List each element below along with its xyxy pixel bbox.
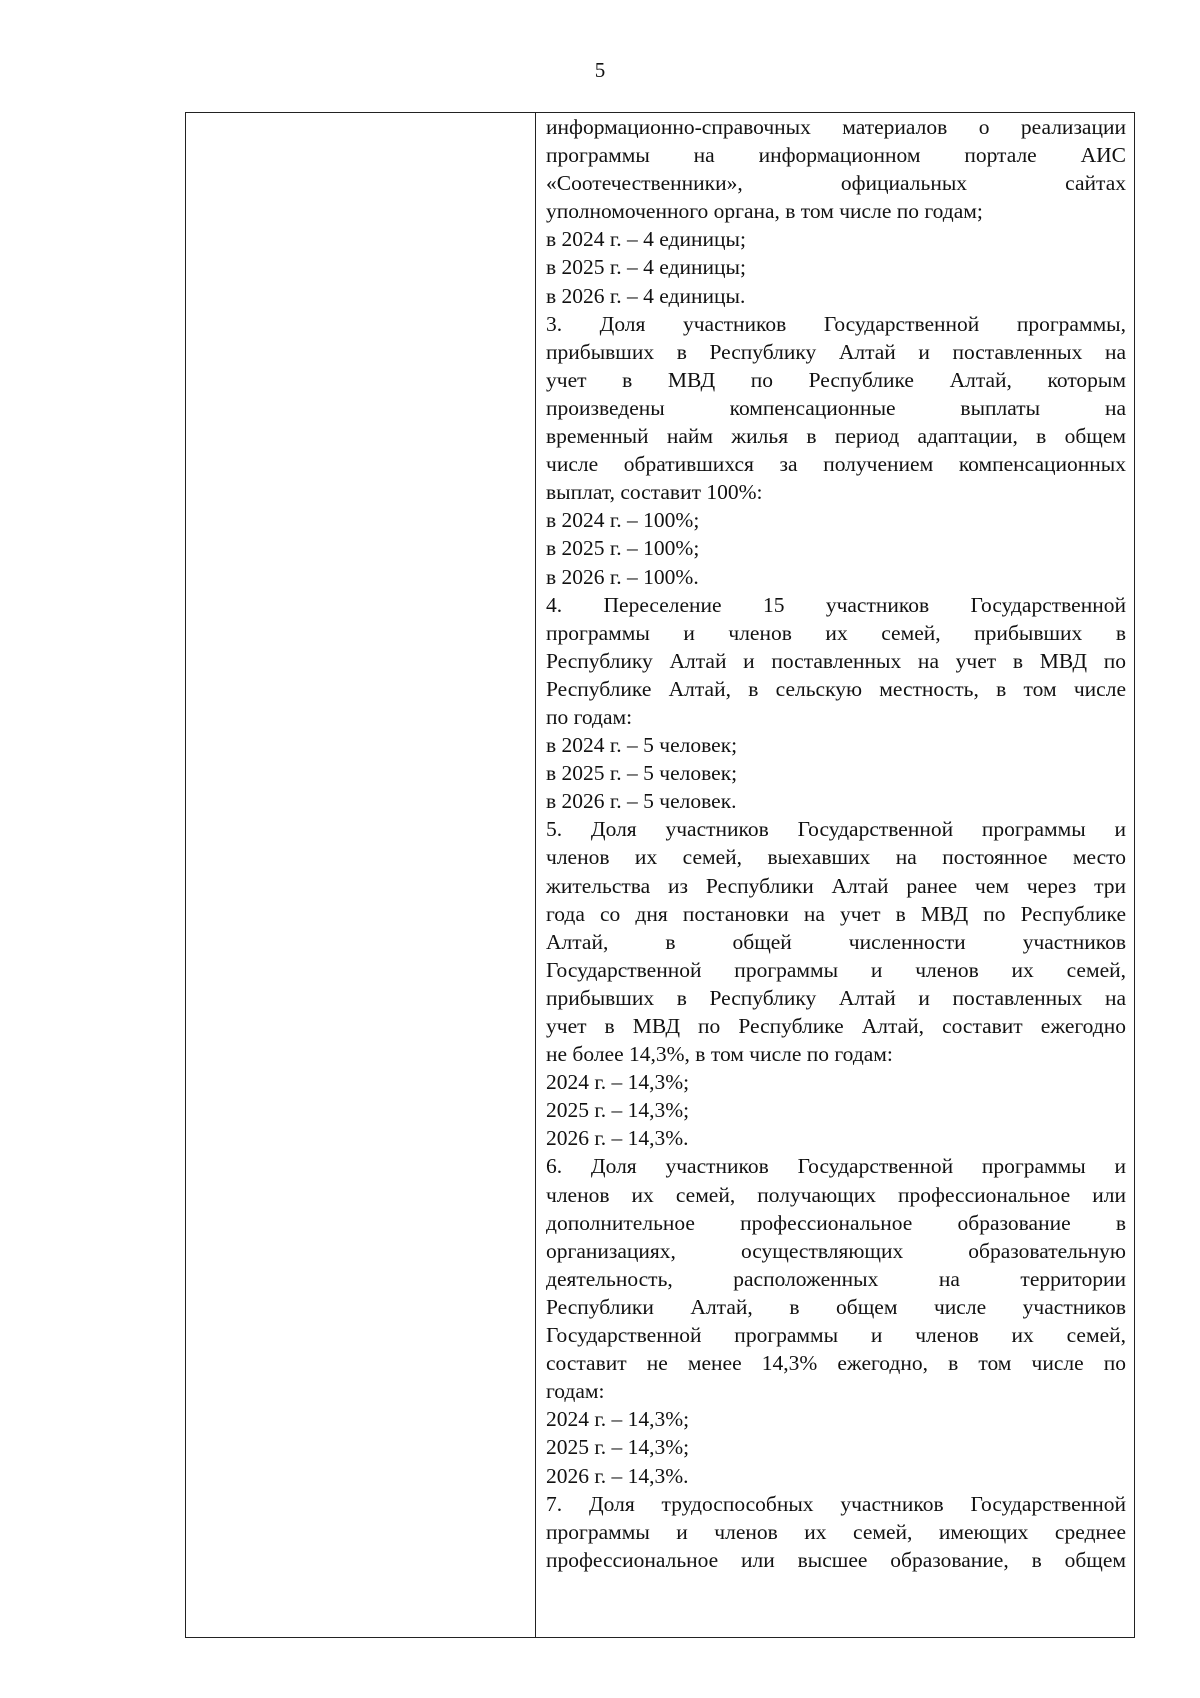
text-line: программы и членов их семей, имеющих среднее — [546, 1519, 1126, 1544]
text-line: в 2024 г. – 5 человек; — [546, 733, 738, 758]
text-line: произведены компенсационные выплаты на — [546, 395, 1126, 420]
text-line: членов их семей, получающих профессиональное или — [546, 1182, 1126, 1207]
text-line: не более 14,3%, в том числе по годам: — [546, 1042, 893, 1067]
text-line: 7. Доля трудоспособных участников Государственной — [546, 1491, 1126, 1516]
text-line: 3. Доля участников Государственной программы, — [546, 311, 1126, 336]
text-line: прибывших в Республику Алтай и поставленных на — [546, 985, 1126, 1010]
text-line: 2025 г. – 14,3%; — [546, 1435, 690, 1460]
text-line: «Соотечественники», официальных сайтах — [546, 171, 1126, 196]
text-line: в 2026 г. – 100%. — [546, 564, 699, 589]
text-line: организациях, осуществляющих образовательную — [546, 1238, 1126, 1263]
text-line: временный найм жилья в период адаптации, в общем — [546, 424, 1126, 449]
text-line: учет в МВД по Республике Алтай, которым — [546, 367, 1126, 392]
text-line: прибывших в Республику Алтай и поставленных на — [546, 339, 1126, 364]
text-line: в 2024 г. – 4 единицы; — [546, 227, 746, 252]
text-line: жительства из Республики Алтай ранее чем через три — [546, 873, 1126, 898]
text-line: программы и членов их семей, прибывших в — [546, 620, 1126, 645]
text-line: 5. Доля участников Государственной программы и — [546, 817, 1126, 842]
page-number: 5 — [594, 58, 606, 82]
text-line: в 2025 г. – 100%; — [546, 536, 700, 561]
text-line: в 2025 г. – 5 человек; — [546, 761, 738, 786]
text-line: в 2026 г. – 5 человек. — [546, 789, 737, 814]
text-line: 2026 г. – 14,3%. — [546, 1463, 689, 1488]
text-line: в 2026 г. – 4 единицы. — [546, 283, 746, 308]
text-line: года со дня постановки на учет в МВД по Республике — [546, 901, 1126, 926]
text-line: профессиональное или высшее образование, в общем — [546, 1547, 1126, 1572]
text-line: составит не менее 14,3% ежегодно, в том числе по — [546, 1351, 1126, 1376]
text-line: 2024 г. – 14,3%; — [546, 1070, 690, 1095]
text-line: информационно-справочных материалов о реализации — [546, 115, 1126, 139]
text-line: Республике Алтай, в сельскую местность, в том числе — [546, 676, 1126, 701]
text-line: числе обратившихся за получением компенсационных — [546, 452, 1126, 477]
text-line: 2026 г. – 14,3%. — [546, 1126, 689, 1151]
text-line: в 2025 г. – 4 единицы; — [546, 255, 746, 280]
text-line: учет в МВД по Республике Алтай, составит ежегодно — [546, 1014, 1126, 1038]
document-table — [185, 112, 1135, 1638]
text-line: деятельность, расположенных на территории — [546, 1266, 1126, 1291]
text-line: выплат, составит 100%: — [546, 480, 763, 505]
text-line: годам: — [546, 1379, 605, 1404]
text-line: 2024 г. – 14,3%; — [546, 1407, 690, 1432]
text-line: Республики Алтай, в общем числе участников — [546, 1294, 1126, 1319]
text-line: дополнительное профессиональное образование в — [546, 1210, 1126, 1235]
text-line: программы на информационном портале АИС — [546, 143, 1126, 168]
text-line: уполномоченного органа, в том числе по годам; — [546, 199, 983, 224]
text-line: в 2024 г. – 100%; — [546, 508, 700, 533]
text-line: по годам: — [546, 704, 633, 729]
table-right-cell — [536, 113, 1134, 1637]
text-line: членов их семей, выехавших на постоянное место — [546, 845, 1126, 870]
text-line: Республику Алтай и поставленных на учет в МВД по — [546, 648, 1126, 673]
table-left-cell — [186, 113, 536, 1637]
text-line: Государственной программы и членов их семей, — [546, 957, 1126, 982]
text-line: 2025 г. – 14,3%; — [546, 1098, 690, 1123]
text-line: 6. Доля участников Государственной программы и — [546, 1154, 1126, 1179]
text-line: Алтай, в общей численности участников — [546, 929, 1126, 954]
text-line: Государственной программы и членов их семей, — [546, 1323, 1126, 1348]
text-line: 4. Переселение 15 участников Государственной — [546, 592, 1126, 617]
